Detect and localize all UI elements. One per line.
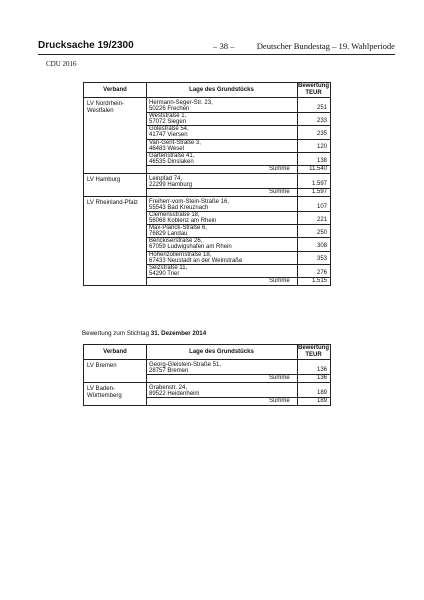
- address-line: 54290 Trier: [149, 270, 180, 277]
- value-cell: 276: [316, 269, 327, 276]
- address-line: 41747 Viersen: [149, 132, 188, 139]
- column-header-bewertung: Bewertung TEUR: [297, 83, 329, 96]
- value-cell: 120: [316, 144, 327, 151]
- summe-value: 136: [316, 374, 327, 381]
- address-line: Weststraße 1,: [149, 113, 187, 120]
- caption-prefix: Bewertung zum Stichtag: [82, 330, 151, 337]
- verband-name: LV Hamburg: [87, 176, 121, 183]
- address-line: 57072 Siegen: [149, 119, 187, 126]
- address-line: 22299 Hamburg: [149, 181, 193, 188]
- value-cell: 353: [316, 256, 327, 263]
- section-label: CDU 2016: [46, 60, 77, 68]
- address-line: 67433 Neustadt an der Weinstraße: [149, 257, 243, 264]
- column-divider: [297, 83, 298, 285]
- property-table-2014: [83, 344, 331, 406]
- address-line: Benckiserstraße 26,: [149, 238, 203, 245]
- header-divider: [84, 359, 330, 360]
- group-divider: [84, 382, 330, 383]
- address-line: 67059 Ludwigshafen am Rhein: [149, 244, 232, 251]
- value-cell: 1.597: [311, 180, 327, 187]
- address-line: 89522 Heidenheim: [149, 391, 200, 397]
- caption-date: 31. Dezember 2014: [150, 330, 207, 337]
- publisher: Deutscher Bundestag – 19. Wahlperiode: [256, 41, 395, 51]
- value-cell: 235: [316, 131, 327, 138]
- group-divider: [84, 173, 330, 174]
- address-line: Van-Gent-Straße 3,: [149, 139, 201, 146]
- summe-value: 1.515: [311, 277, 327, 284]
- summe-label: Summe: [269, 188, 290, 195]
- address-line: Gölestraße 54,: [149, 126, 189, 133]
- address-line: 55543 Bad Kreuznach: [149, 204, 209, 211]
- page-header: [38, 40, 395, 52]
- column-divider: [146, 83, 147, 285]
- value-cell: 250: [316, 229, 327, 236]
- address-line: 76829 Landau: [149, 231, 188, 238]
- value-cell: 308: [316, 243, 327, 250]
- address-line: Hohenzollernstraße 18,: [149, 251, 212, 258]
- address-line: Seizstraße 11,: [149, 264, 188, 271]
- table-caption: [82, 330, 206, 337]
- address-line: Leinpfad 74,: [149, 175, 183, 182]
- column-divider: [297, 345, 298, 405]
- summe-value: 1.597: [311, 188, 327, 195]
- value-cell: 138: [316, 157, 327, 164]
- summe-label: Summe: [269, 397, 290, 404]
- address-line: Freiherr-vom-Stein-Straße 16,: [149, 198, 230, 205]
- summe-value: 11.540: [309, 165, 327, 172]
- address-line: 56068 Koblenz am Rhein: [149, 218, 217, 224]
- value-cell: 221: [316, 216, 327, 223]
- address-line: 46535 Dinslaken: [149, 158, 194, 165]
- verband-name: LV Nordrhein-Westfalen: [87, 101, 124, 114]
- address-line: Clemensstraße 18,: [149, 212, 200, 218]
- page-number: – 38 –: [213, 41, 235, 51]
- address-line: 28757 Bremen: [149, 368, 189, 374]
- value-cell: 136: [316, 366, 327, 373]
- address-line: 50226 Frechen: [149, 106, 190, 112]
- property-table-2016: [83, 82, 331, 286]
- header-rule: [38, 54, 395, 55]
- column-header-verband: Verband: [103, 349, 127, 355]
- column-header-bewertung: Bewertung TEUR: [297, 345, 329, 358]
- verband-name: LV Rheinland-Pfalz: [87, 199, 138, 206]
- summe-label: Summe: [269, 165, 290, 172]
- value-cell: 189: [316, 389, 327, 396]
- column-header-lage: Lage des Grundstücks: [189, 87, 254, 93]
- header-divider: [84, 97, 330, 98]
- address-line: Grabenstr. 24,: [149, 385, 188, 391]
- group-divider: [84, 196, 330, 197]
- summe-value: 189: [316, 397, 327, 404]
- document-number: Drucksache 19/2300: [38, 40, 134, 51]
- value-cell: 107: [316, 203, 327, 210]
- column-divider: [146, 345, 147, 405]
- column-header-verband: Verband: [103, 87, 127, 93]
- value-cell: 233: [316, 117, 327, 124]
- column-header-lage: Lage des Grundstücks: [189, 349, 254, 355]
- summe-label: Summe: [269, 277, 290, 284]
- value-cell: 251: [316, 104, 327, 111]
- address-line: Gartenstraße 41,: [149, 152, 195, 159]
- summe-label: Summe: [269, 374, 290, 381]
- address-line: Georg-Gleistein-Straße 51,: [149, 362, 222, 368]
- verband-name: LV Baden-Württemberg: [87, 386, 122, 399]
- verband-name: LV Bremen: [87, 363, 117, 369]
- address-line: Max-Planck-Straße 6,: [149, 225, 208, 232]
- address-line: Hermann-Seger-Str. 23,: [149, 100, 213, 106]
- address-line: 46483 Wesel: [149, 145, 184, 152]
